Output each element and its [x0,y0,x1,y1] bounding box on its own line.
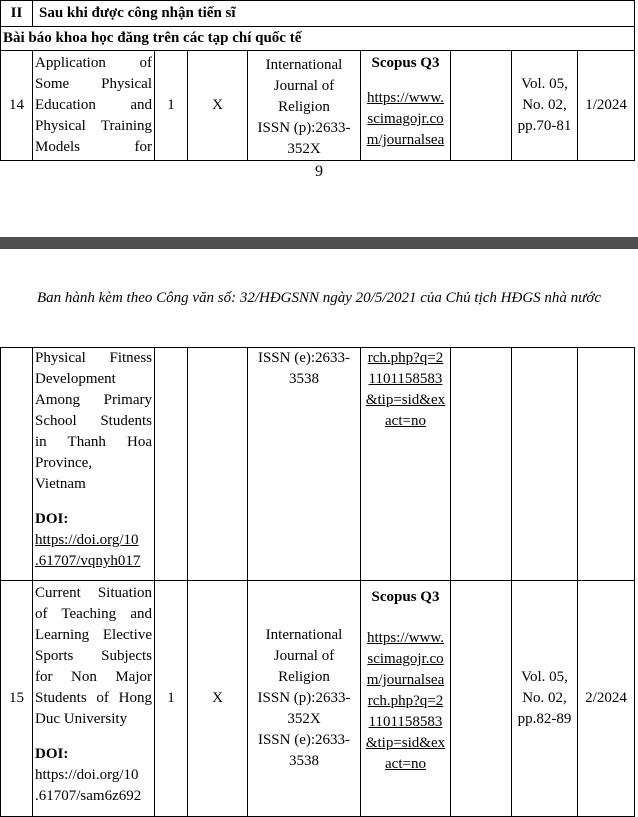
article-title: Current Situation of Teaching and Learning Elective Sports Subjects for Non Major Students of Hong Duc University DOI: https://doi.org/10 .61707/sam6z692 [33,581,155,817]
volume-info: Vol. 05, No. 02, pp.70-81 [512,51,578,161]
main-author-mark: X [188,581,248,817]
doi-link[interactable]: https://doi.org/10 [35,767,139,783]
index-cell: Scopus Q3 https://www. scimagojr.co m/journalsea rch.php?q=2 1101158583 &tip=sid&ex act=no [361,581,451,817]
publications-table-page-2 [0,347,635,817]
scimago-link[interactable]: https://www. [367,630,444,646]
scimago-link-continued[interactable]: rch.php?q=2 1101158583 &tip=sid&ex act=no [361,348,451,581]
page-separator [0,237,638,249]
index-cell: Scopus Q3 https://www. scimagojr.co m/journalsea [361,51,451,161]
doi-label: DOI: [35,746,69,762]
empty-cell [451,51,512,161]
section-number: II [1,1,33,27]
index-label: Scopus Q3 [371,589,440,605]
main-author-mark: X [188,51,248,161]
table-row [1,581,635,817]
article-title-continued: Physical Fitness Development Among Primary School Students in Thanh Hoa Province, Vietnam DOI: https://doi.org/10 .61707/vqnyh017 [33,348,155,581]
volume-info: Vol. 05, No. 02, pp.82-89 [512,581,578,817]
doi-link[interactable]: https://doi.org/10 [35,532,139,548]
row-number: 15 [1,581,33,817]
article-title: Application of Some Physical Education and Physical Training Models for [33,51,155,161]
table-row [1,51,635,161]
journal-info-continued: ISSN (e):2633- 3538 [248,348,361,581]
author-count: 1 [155,581,188,817]
row-number: 14 [1,51,33,161]
doi-label: DOI: [35,511,69,527]
publication-date: 1/2024 [578,51,635,161]
scimago-link[interactable]: https://www. [367,90,444,106]
table-row [1,348,635,581]
page-number: 9 [315,163,323,180]
author-count: 1 [155,51,188,161]
header-note: Ban hành kèm theo Công văn số: 32/HĐGSNN ngày 20/5/2021 của Chủ tịch HĐGS nhà nước [36,290,602,306]
category-title: Bài báo khoa học đăng trên các tạp chí quốc tế [1,27,635,51]
journal-info: International Journal of Religion ISSN (p):2633- 352X [248,51,361,161]
index-label: Scopus Q3 [371,55,440,71]
empty-cell [451,581,512,817]
section-title: Sau khi được công nhận tiến sĩ [33,1,635,27]
publications-table-page-1 [0,0,635,161]
journal-info: International Journal of Religion ISSN (p):2633- 352X ISSN (e):2633- 3538 [248,581,361,817]
publication-date: 2/2024 [578,581,635,817]
